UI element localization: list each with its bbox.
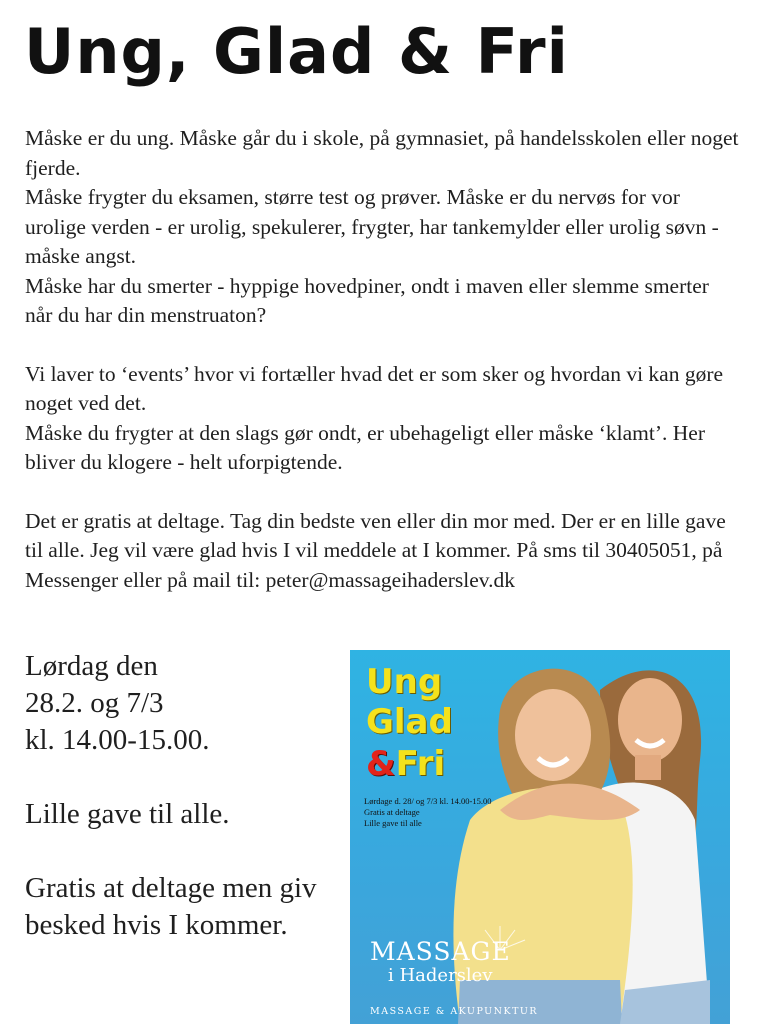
schedule-dates: 28.2. og 7/3: [25, 687, 164, 719]
events-paragraph: Vi laver to ‘events’ hvor vi fortæller hvad det er som sker og hvordan vi kan gøre noget ved det.: [25, 361, 724, 415]
logo-subtitle: i Haderslev: [388, 965, 493, 986]
poster-title-fri: Fri: [395, 744, 446, 784]
poster-info: [364, 796, 524, 829]
poster-info-line: Lille gave til alle: [364, 818, 422, 828]
poster-ampersand: &: [366, 744, 396, 784]
article-body: [25, 124, 740, 595]
event-poster: [350, 650, 730, 1024]
paragraph-gap: [25, 478, 740, 507]
schedule-gap: [25, 833, 345, 870]
logo-name: MASSAGE: [370, 937, 511, 966]
schedule-block: [25, 648, 345, 944]
schedule-gap: [25, 759, 345, 796]
poster-info-line: Gratis at deltage: [364, 807, 420, 817]
events-paragraph: Måske du frygter at den slags gør ondt, er ubehageligt eller måske ‘klamt’. Her bliver du klogere - helt uforpigtende.: [25, 420, 706, 474]
poster-title-line: [366, 746, 445, 782]
page-title: Ung, Glad & Fri: [24, 15, 569, 88]
free-note: Gratis at deltage men giv besked hvis I kommer.: [25, 872, 317, 941]
intro-paragraph: Måske frygter du eksamen, større test og prøver. Måske er du nervøs for vor urolige verden - er urolig, spekulerer, frygter, har tankemylder eller urolig søvn - måske angst.: [25, 185, 719, 268]
logo-tagline: MASSAGE & AKUPUNKTUR: [370, 1006, 539, 1017]
contact-paragraph: Det er gratis at deltage. Tag din bedste ven eller din mor med. Der er en lille gave til alle. Jeg vil være glad hvis I vil meddele at I kommer. På sms til 30405051, på Messenger eller på mail til: peter@massageihaderslev.dk: [25, 508, 726, 592]
intro-paragraph: Måske har du smerter - hyppige hovedpiner, ondt i maven eller slemme smerter når du har din menstruaton?: [25, 273, 709, 327]
schedule-day: Lørdag den: [25, 650, 158, 682]
paragraph-gap: [25, 331, 740, 360]
intro-paragraph: Måske er du ung. Måske går du i skole, på gymnasiet, på handelsskolen eller noget fjerde.: [25, 126, 739, 180]
poster-title-line: Glad: [366, 702, 453, 742]
poster-info-line: Lørdage d. 28/ og 7/3 kl. 14.00-15.00: [364, 796, 492, 806]
massage-logo: [370, 938, 538, 1017]
gift-note: Lille gave til alle.: [25, 798, 230, 830]
schedule-time: kl. 14.00-15.00.: [25, 724, 210, 756]
poster-title-line: Ung: [366, 662, 443, 702]
